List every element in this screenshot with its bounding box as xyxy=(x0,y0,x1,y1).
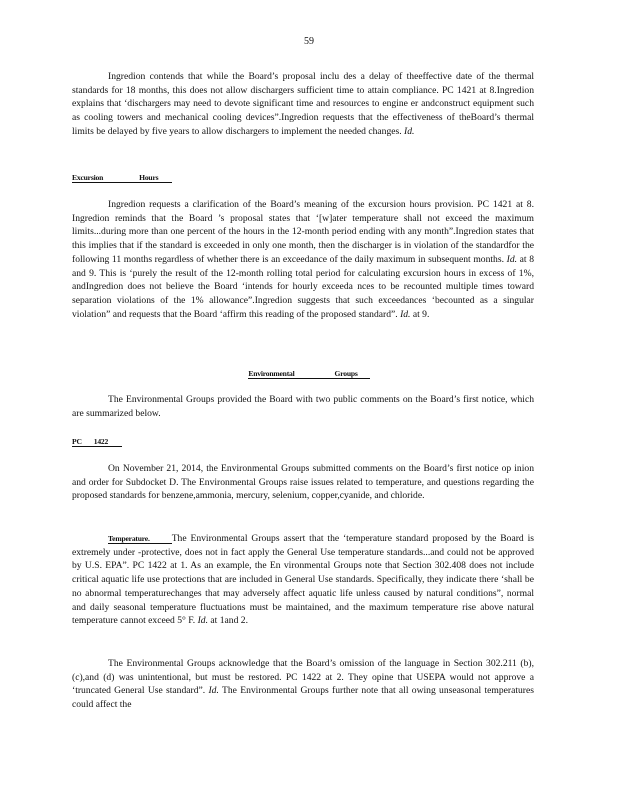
citation-id: Id. xyxy=(404,125,415,137)
heading-underline xyxy=(248,369,369,379)
paragraph-body: at 8 and 9. This is ‘purely the result of the 12-month rolling total period for calculating excursion hours in excess of 1%, andIngredion does not believe the Board ‘intends for hourly exceeda nces to be recounted multiple times toward separation violations of the 1% allowance”.Ingredion suggests that such exceedances ‘becounted as a singular violation” and requests that the Board ‘affirm this reading of the proposed standard”. xyxy=(72,253,535,320)
citation-id: Id. xyxy=(506,253,518,265)
paragraph-ingredion-delay xyxy=(72,70,534,139)
paragraph-pc-1422 xyxy=(72,462,534,503)
paragraph-text: On November 21, 2014, the Environmental Groups submitted comments on the Board’s first notice op inion and order for Subdocket D. The Environmental Groups raise issues related to temperature, and questions regarding the proposed standards for benzene,ammonia, mercury, selenium, copper,cyanide, and chloride. xyxy=(72,463,534,502)
inline-heading-temperature: Temperature. xyxy=(108,534,172,544)
paragraph-body: Ingredion contends that while the Board’s proposal inclu des a delay of theeffective date of the thermal standards for 18 months, this does not allow dischargers sufficient time to attain compliance. PC 1421 at 8.Ingredion explains that ‘dischargers may need to devote significant time and resources to engine er andconstruct equipment such as cooling towers and mechanical cooling devices”.Ingredion requests that the effectiveness of theBoard’s thermal limits be delayed by five years to allow dischargers to implement the needed changes. xyxy=(72,71,534,137)
paragraph-body: The Environmental Groups assert that the ‘temperature standard proposed by the Board is extremely under -protective, does not in fact apply the General Use temperature standards...and could not be approved by U.S. EPA”. PC 1422 at 1. As an example, the En vironmental Groups note that Section 302.408 does not include critical aquatic life use protections that are included in General Use standards. Specifically, they indicate there ‘shall be no abnormal temperaturechanges that may adversely affect aquatic life unless caused by natural conditions”, normal and daily seasonal temperature fluctuations must be maintained, and the maximum temperature rise above natural temperature cannot exceed 5° F. xyxy=(72,533,534,627)
heading-excursion-hours xyxy=(72,173,172,183)
paragraph-body: Ingredion requests a clarification of the Board’s meaning of the excursion hours provision. PC 1421 at 8. Ingredion reminds that the Board ’s proposal states that ‘[w]ater temperature shall not exceed the maximum limits...during more than one percent of the hours in the 12-month period ending with any month”.Ingredion states that this implies that if the standard is exceeded in only one month, then the discharger is in violation of the standardfor the following 11 months regardless of whether there is an exceedance of the daily maximum in subsequent months. xyxy=(72,199,534,265)
paragraph-body: at 1and 2. xyxy=(210,615,248,627)
paragraph-text xyxy=(72,198,534,321)
paragraph-text: The Environmental Groups provided the Board with two public comments on the Board’s first notice, which are summarized below. xyxy=(72,394,534,419)
paragraph-text xyxy=(72,532,534,628)
heading-environmental-groups xyxy=(0,369,618,379)
heading-pc-1422 xyxy=(72,437,122,447)
paragraph-omission xyxy=(72,657,534,712)
heading-underline xyxy=(72,437,122,447)
citation-id: Id. xyxy=(208,685,219,697)
paragraph-text xyxy=(72,70,534,139)
paragraph-body: The Environmental Groups acknowledge that the Board’s omission of the language in Section 302.211 (b), (c),and (d) was unintentional, but must be restored. PC 1422 at 2. They opine that USEPA would not approve a ‘truncated General Use standard”. xyxy=(72,658,534,697)
citation-id: Id. xyxy=(400,308,411,320)
page-number: 59 xyxy=(304,36,314,47)
paragraph-body: The Environmental Groups further note that all owing unseasonal temperatures could affect the xyxy=(72,685,534,711)
heading-word: Environmental xyxy=(248,369,295,378)
paragraph-excursion-hours xyxy=(72,198,534,321)
heading-underline xyxy=(72,173,172,183)
heading-word: Hours xyxy=(139,173,159,182)
heading-word: 1422 xyxy=(93,437,109,446)
paragraph-env-intro xyxy=(72,393,534,420)
paragraph-body: at 9. xyxy=(412,308,430,320)
heading-word: Groups xyxy=(334,369,358,378)
citation-id: Id. xyxy=(197,615,208,627)
paragraph-text xyxy=(72,657,534,712)
paragraph-temperature xyxy=(72,532,534,628)
heading-word: PC xyxy=(72,437,82,446)
heading-word: Excursion xyxy=(72,173,104,182)
